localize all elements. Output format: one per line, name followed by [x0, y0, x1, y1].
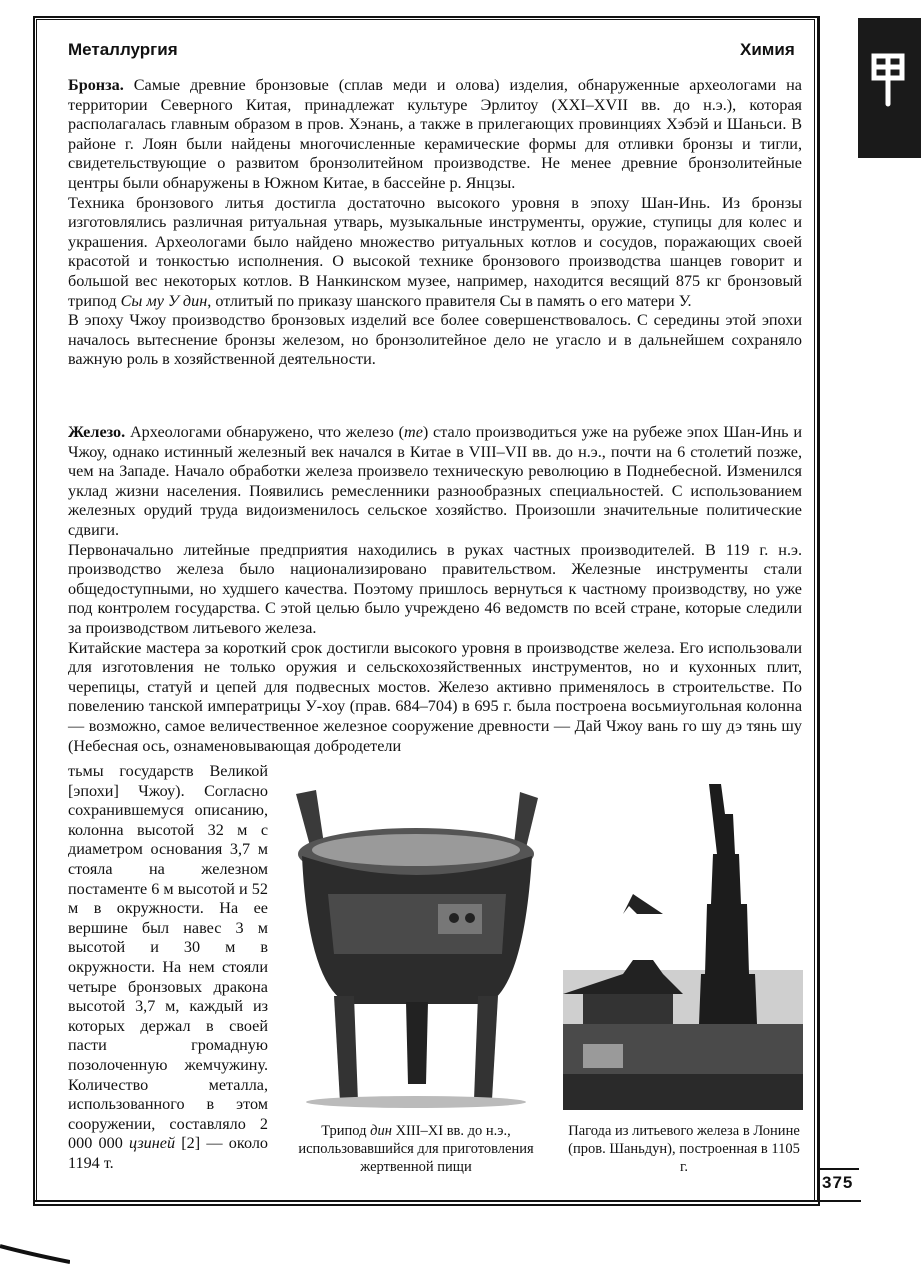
bottom-rule	[33, 1200, 861, 1202]
section-bronze	[68, 76, 802, 370]
paragraph: Первоначально литейные предприятия находились в руках частных производителей. В 119 г. н.э. производство железа было национализировано правительством. Железные инструменты стали общедоступными, но худшего качества. Поэтому пришлось вернуться к частному производству, но уже под контролем государства. С этой целью было учреждено 46 ведомств по всей стране, которые следили за производством литьевого железа.	[68, 540, 802, 637]
scan-edge-mark	[0, 1240, 70, 1270]
paragraph: Техника бронзового литья достигла достаточно высокого уровня в эпоху Шан-Инь. Из бронзы изготовлялись различная ритуальная утварь, музыкальные инструменты, оружие, ступицы для колес и украшения. Археологами было найдено множество ритуальных котлов и сосудов, поражающих своей красотой и тонкостью исполнения. О высокой технике бронзового производства шанцев говорит и большой вес некоторых котлов. В Нанкинском музее, например, находится весящий 875 кг бронзовый трипод Сы му У дин, отлитый по приказу шанского правителя Сы в память о его матери У.	[68, 193, 802, 310]
paragraph: Китайские мастера за короткий срок достигли высокого уровня в производстве железа. Его использовали для изготовления не только оружия и сельскохозяйственных инструментов, но и кухонных плит, черепицы, статуй и цепей для подвесных мостов. Железо активно применялось в строительстве. По повелению танской императрицы У-хоу (прав. 684–704) в 695 г. была построена восьмиугольная колонна — возможно, самое величественное железное сооружение древности — Дай Чжоу вань го шу дэ тянь шу (Небесная ось, ознаменовывающая добродетели	[68, 638, 802, 755]
pagoda-photo	[563, 774, 803, 1110]
right-rule	[817, 16, 819, 1202]
paragraph: В эпоху Чжоу производство бронзовых изделий все более совершенствовалось. С середины этой эпохи началось вытеснение бронзы железом, но бронзолитейное дело не угасло и в дальнейшем сохраняло важную роль в хозяйственной деятельности.	[68, 311, 802, 369]
paragraph-continuation: тьмы государств Великой [эпохи] Чжоу). Согласно сохранившемуся описанию, колонна высотой 32 м с диаметром основания 3,7 м стояла на железном постаменте 6 м высотой и 52 м в окружности. На ее вершине был навес 3 м высотой и 30 м в окружности. На нем стояли четыре бронзовых дракона высотой 3,7 м, каждый из которых держал в своей пасти громадную позолоченную жемчужину. Количество металла, использованного в этом сооружении, составляло 2 000 000 цзиней [2] — около 1194 т.	[68, 762, 268, 1172]
section-heading: Бронза.	[68, 76, 124, 94]
tripod-photo	[288, 784, 544, 1110]
paragraph: Бронза. Самые древние бронзовые (сплав меди и олова) изделия, обнаруженные археологами на территории Северного Китая, принадлежат культуре Эрлитоу (XXI–XVII вв. до н.э.), которая располагалась главным образом в пров. Хэнань, а также в прилегающих провинциях Хэбэй и Шаньси. В районе г. Лоян были найдены многочисленные керамические формы для отливки бронзы и тигли, свидетельствующие о развитом бронзолитейном производстве. Не менее древние бронзолитейные центры были обнаружены в Южном Китае, в бассейне р. Янцзы.	[68, 76, 802, 192]
section-heading: Железо.	[68, 423, 126, 441]
running-header-right: Химия	[740, 40, 795, 59]
chapter-glyph-icon	[868, 48, 908, 108]
paragraph: Железо. Археологами обнаружено, что железо (те) стало производиться уже на рубеже эпох Шан-Инь и Чжоу, однако истинный железный век начался в Китае в VIII–VII вв. до н.э., почти на 6 столетий позже, чем на Западе. Начало обработки железа произвело техническую революцию в Поднебесной. Изменился уклад жизни населения. Появились ремесленники разнообразных специальностей. С использованием железных орудий труда видоизменилось сельское хозяйство. Произошли значительные политические сдвиги.	[68, 423, 802, 539]
running-header-left: Металлургия	[68, 40, 178, 59]
figure-caption-pagoda: Пагода из литьевого железа в Лонине (пров. Шаньдун), построенная в 1105 г.	[568, 1123, 800, 1175]
figure-caption-tripod: Трипод дин XIII–XI вв. до н.э., использовавшийся для приготовления жертвенной пищи	[298, 1123, 534, 1175]
page-number: 375	[822, 1173, 854, 1192]
section-iron	[68, 423, 802, 756]
